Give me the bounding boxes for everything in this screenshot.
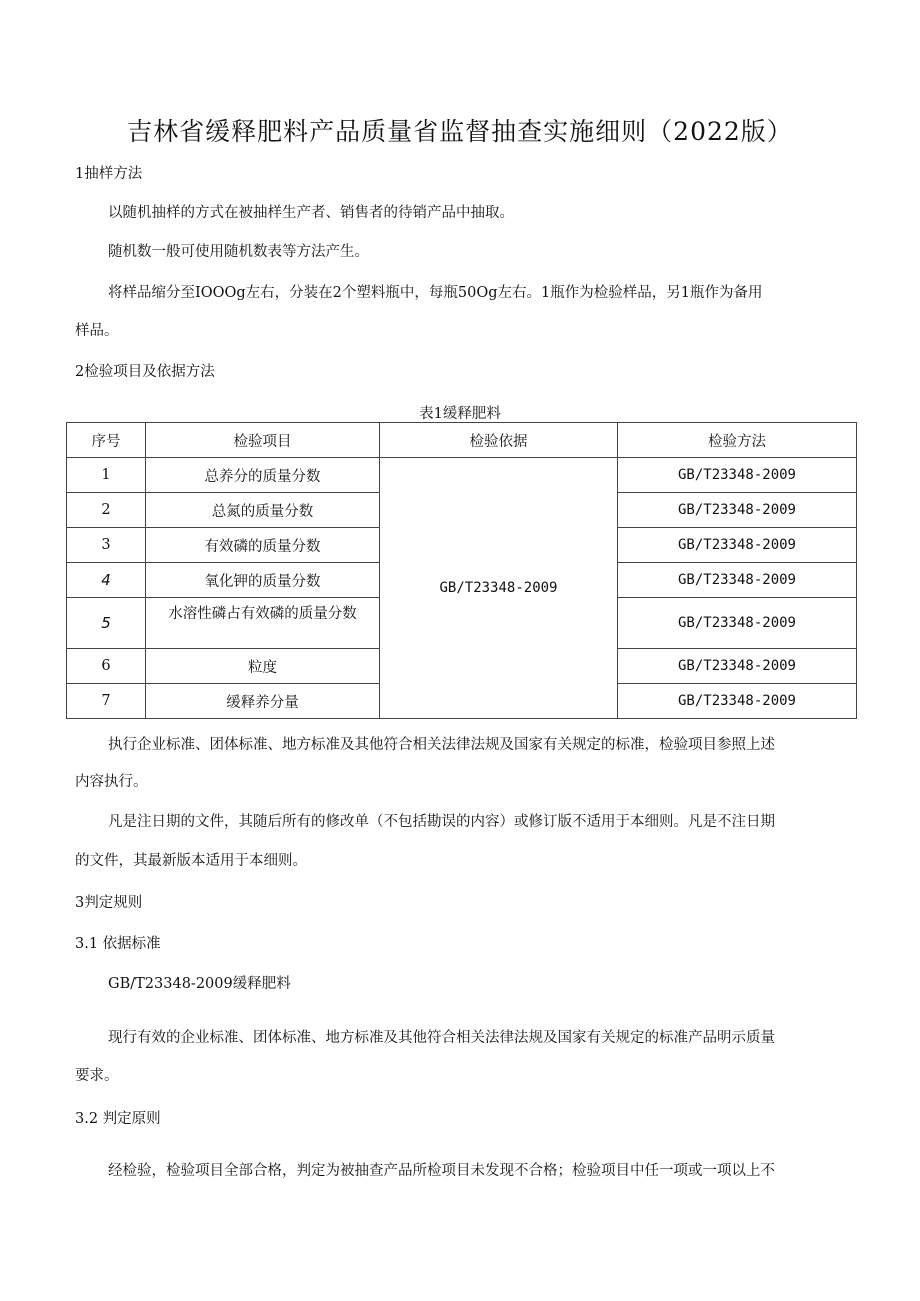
document-title: 吉林省缓释肥料产品质量省监督抽查实施细则（2022版） <box>127 117 793 146</box>
table-caption: 表1缓释肥料 <box>419 406 501 422</box>
row-item: 总养分的质量分数 <box>146 458 380 493</box>
row-no: 1 <box>67 458 146 493</box>
row-item: 氧化钾的质量分数 <box>146 563 380 598</box>
header-method: 检验方法 <box>618 423 857 458</box>
paragraph: 经检验，检验项目全部合格，判定为被抽查产品所检项目未发现不合格；检验项目中任一项或一项以上不 <box>108 1163 775 1179</box>
row-no: 5 <box>67 598 146 649</box>
header-item: 检验项目 <box>146 423 380 458</box>
row-item: 缓释养分量 <box>146 684 380 719</box>
row-no: 3 <box>67 528 146 563</box>
paragraph-continued: 样品。 <box>75 323 119 339</box>
section-1-heading: 1抽样方法 <box>75 166 143 182</box>
section-2-heading: 2检验项目及依据方法 <box>75 364 215 380</box>
paragraph: 随机数一般可使用随机数表等方法产生。 <box>108 244 369 260</box>
paragraph: 以随机抽样的方式在被抽样生产者、销售者的待销产品中抽取。 <box>108 205 514 221</box>
row-item: 有效磷的质量分数 <box>146 528 380 563</box>
row-item: 总氮的质量分数 <box>146 493 380 528</box>
paragraph: 执行企业标准、团体标准、地方标准及其他符合相关法律法规及国家有关规定的标准，检验项目参照上述 <box>108 737 775 753</box>
row-item: 水溶性磷占有效磷的质量分数 <box>146 598 380 649</box>
row-method: GB/T23348-2009 <box>618 493 857 528</box>
paragraph-continued: 要求。 <box>75 1068 119 1084</box>
row-method: GB/T23348-2009 <box>618 649 857 684</box>
inspection-table <box>66 422 857 719</box>
row-no: 4 <box>67 563 146 598</box>
row-method: GB/T23348-2009 <box>618 458 857 493</box>
section-3-heading: 3判定规则 <box>75 895 143 911</box>
header-basis: 检验依据 <box>380 423 618 458</box>
table-header-row <box>67 423 857 458</box>
standard-reference: GB/T23348-2009缓释肥料 <box>108 976 291 992</box>
row-method: GB/T23348-2009 <box>618 598 857 649</box>
row-method: GB/T23348-2009 <box>618 684 857 719</box>
table-row <box>67 458 857 493</box>
row-no: 7 <box>67 684 146 719</box>
paragraph: 现行有效的企业标准、团体标准、地方标准及其他符合相关法律法规及国家有关规定的标准产品明示质量 <box>108 1030 775 1046</box>
subsection-heading: 3.2 判定原则 <box>75 1111 161 1127</box>
basis-cell: GB/T23348-2009 <box>380 458 618 719</box>
subsection-heading: 3.1 依据标准 <box>75 936 161 952</box>
paragraph: 将样品缩分至IOOOg左右，分装在2个塑料瓶中，每瓶50Og左右。1瓶作为检验样品，另1瓶作为备用 <box>108 285 763 301</box>
row-item: 粒度 <box>146 649 380 684</box>
paragraph-continued: 的文件，其最新版本适用于本细则。 <box>75 853 307 869</box>
row-no: 2 <box>67 493 146 528</box>
header-no: 序号 <box>67 423 146 458</box>
row-method: GB/T23348-2009 <box>618 563 857 598</box>
row-no: 6 <box>67 649 146 684</box>
row-method: GB/T23348-2009 <box>618 528 857 563</box>
paragraph-continued: 内容执行。 <box>75 774 148 790</box>
paragraph: 凡是注日期的文件，其随后所有的修改单（不包括勘误的内容）或修订版不适用于本细则。凡是不注日期 <box>108 814 775 830</box>
